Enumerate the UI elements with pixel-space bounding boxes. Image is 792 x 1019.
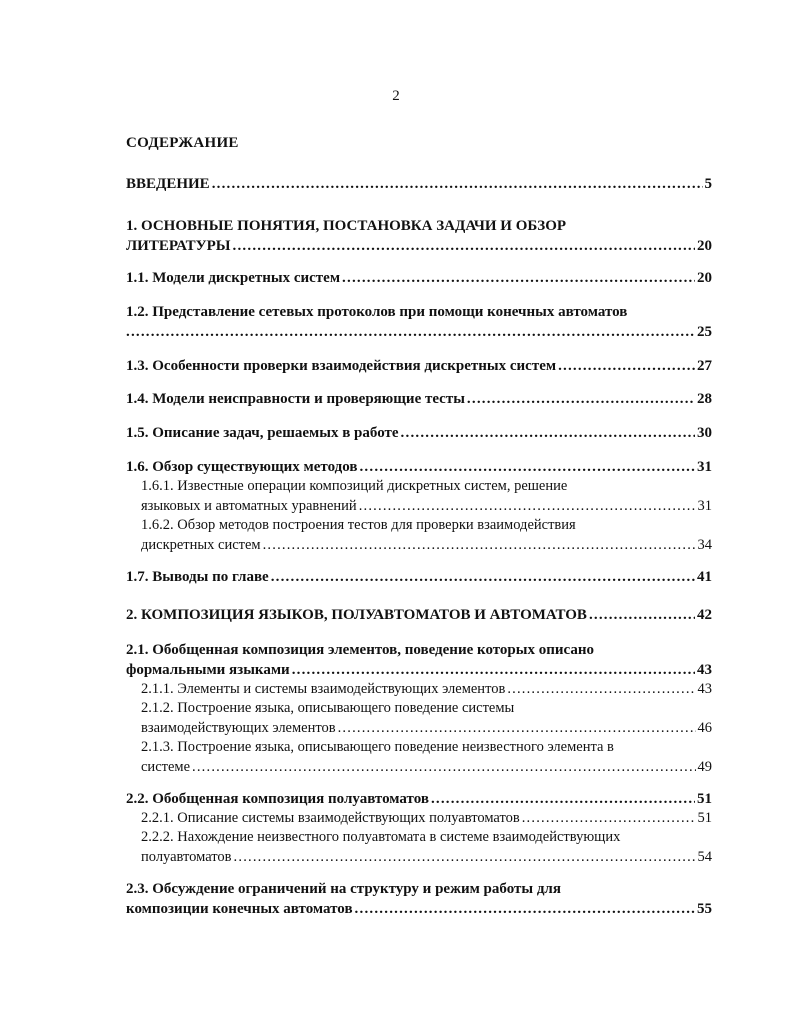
- toc-entry-page: 41: [697, 569, 712, 585]
- toc-entry-page: 28: [697, 391, 712, 407]
- toc-entry-intro[interactable]: [126, 175, 712, 195]
- dot-leader: [263, 536, 696, 556]
- toc-entry-title: 2.1.2. Построение языка, описывающего поведение системы: [141, 700, 515, 716]
- toc-entry-title: 2. КОМПОЗИЦИЯ ЯЗЫКОВ, ПОЛУАВТОМАТОВ И АВТОМАТОВ: [126, 607, 587, 623]
- dot-leader: [589, 606, 695, 626]
- dot-leader: [355, 900, 695, 920]
- toc-entry-page: 54: [697, 848, 712, 865]
- dot-leader: [558, 357, 695, 377]
- toc-entry-1-1[interactable]: [126, 269, 712, 289]
- toc-entry-page: 30: [697, 425, 712, 441]
- toc-entry-1-7[interactable]: [126, 568, 712, 588]
- toc-entry-title-cont: формальными языками: [126, 661, 290, 678]
- dot-leader: [338, 719, 696, 739]
- toc-entry-page: 51: [697, 810, 712, 826]
- toc-entry-title-cont: системе: [141, 758, 191, 775]
- dot-leader: [292, 661, 695, 681]
- toc-entry-page: 27: [697, 358, 712, 374]
- toc-entry-title-cont: дискретных систем: [141, 536, 261, 553]
- toc-entry-chapter-1[interactable]: [126, 217, 712, 256]
- toc-entry-page: 31: [697, 459, 712, 475]
- toc-entry-page: 51: [697, 791, 712, 807]
- toc-entry-title-cont: композиции конечных автоматов: [126, 900, 353, 917]
- toc-entry-2-2-2[interactable]: [141, 828, 712, 867]
- toc-entry-2-2-1[interactable]: [141, 809, 712, 829]
- toc-entry-title: 2.2. Обобщенная композиция полуавтоматов: [126, 791, 429, 807]
- toc-entry-1-6[interactable]: [126, 458, 712, 478]
- toc-entry-title: 2.1.3. Построение языка, описывающего поведение неизвестного элемента в: [141, 739, 614, 755]
- dot-leader: [522, 809, 696, 829]
- dot-leader: [507, 680, 695, 700]
- toc-entry-page: 46: [697, 719, 712, 736]
- toc-entry-title: 1.6.2. Обзор методов построения тестов для проверки взаимодействия: [141, 517, 576, 533]
- toc-entry-title: 1.4. Модели неисправности и проверяющие тесты: [126, 391, 465, 407]
- toc-entry-2-1[interactable]: [126, 641, 712, 680]
- toc-entry-2-1-3[interactable]: [141, 738, 712, 777]
- toc-entry-title: 2.1.1. Элементы и системы взаимодействующих элементов: [141, 681, 506, 697]
- toc-entry-title-cont: ЛИТЕРАТУРЫ: [126, 237, 231, 254]
- toc-entry-2-3[interactable]: [126, 880, 712, 919]
- dot-leader: [359, 497, 696, 517]
- dot-leader: [233, 237, 695, 257]
- toc-entry-title-cont: языковых и автоматных уравнений: [141, 497, 357, 514]
- dot-leader: [126, 323, 695, 343]
- dot-leader: [271, 568, 695, 588]
- toc-entry-1-3[interactable]: [126, 357, 712, 377]
- toc-entry-page: 42: [697, 607, 712, 623]
- page-number: 2: [392, 88, 400, 104]
- toc-entry-2-1-1[interactable]: [141, 680, 712, 700]
- toc-entry-page: 43: [697, 661, 712, 678]
- toc-entry-title: 2.2.1. Описание системы взаимодействующих полуавтоматов: [141, 810, 520, 826]
- dot-leader: [359, 458, 695, 478]
- toc-entry-page: 55: [697, 900, 712, 917]
- dot-leader: [192, 758, 695, 778]
- dot-leader: [234, 848, 696, 868]
- toc-entry-page: 5: [704, 176, 712, 192]
- toc-entry-1-4[interactable]: [126, 390, 712, 410]
- toc-entry-1-6-2[interactable]: [141, 516, 712, 555]
- toc-entry-1-5[interactable]: [126, 424, 712, 444]
- toc-entry-2-1-2[interactable]: [141, 699, 712, 738]
- dot-leader: [342, 269, 695, 289]
- dot-leader: [212, 175, 703, 195]
- toc-entry-page: 49: [697, 758, 712, 775]
- toc-entry-1-2[interactable]: [126, 303, 712, 342]
- toc-entry-page: 31: [697, 497, 712, 514]
- toc-entry-page: 20: [697, 237, 712, 254]
- toc-entry-title-cont: полуавтоматов: [141, 848, 232, 865]
- toc-entry-title: 1. ОСНОВНЫЕ ПОНЯТИЯ, ПОСТАНОВКА ЗАДАЧИ И ОБЗОР: [126, 218, 567, 234]
- toc-entry-title: 1.3. Особенности проверки взаимодействия дискретных систем: [126, 358, 557, 374]
- toc-entry-title: 1.1. Модели дискретных систем: [126, 270, 341, 286]
- toc-entry-title: 2.3. Обсуждение ограничений на структуру и режим работы для: [126, 881, 561, 897]
- toc-entry-2-2[interactable]: [126, 790, 712, 810]
- toc-entry-title: 2.2.2. Нахождение неизвестного полуавтомата в системе взаимодействующих: [141, 829, 621, 845]
- toc-entry-page: 25: [697, 323, 712, 340]
- toc-entry-title: 1.2. Представление сетевых протоколов при помощи конечных автоматов: [126, 304, 628, 320]
- dot-leader: [401, 424, 695, 444]
- toc-entry-title: 2.1. Обобщенная композиция элементов, поведение которых описано: [126, 642, 594, 658]
- toc-entry-title: 1.5. Описание задач, решаемых в работе: [126, 425, 399, 441]
- dot-leader: [467, 390, 695, 410]
- toc-entry-page: 20: [697, 270, 712, 286]
- dot-leader: [431, 790, 695, 810]
- toc-entry-title: 1.7. Выводы по главе: [126, 569, 269, 585]
- toc-entry-page: 34: [697, 536, 712, 553]
- toc-heading: СОДЕРЖАНИЕ: [126, 135, 239, 151]
- toc-entry-title: 1.6. Обзор существующих методов: [126, 459, 358, 475]
- toc-entry-chapter-2[interactable]: [126, 606, 712, 626]
- toc-entry-page: 43: [697, 681, 712, 697]
- toc-entry-title: ВВЕДЕНИЕ: [126, 176, 210, 192]
- toc-entry-1-6-1[interactable]: [141, 477, 712, 516]
- toc-entry-title: 1.6.1. Известные операции композиций дискретных систем, решение: [141, 478, 568, 494]
- toc-entry-title-cont: взаимодействующих элементов: [141, 719, 336, 736]
